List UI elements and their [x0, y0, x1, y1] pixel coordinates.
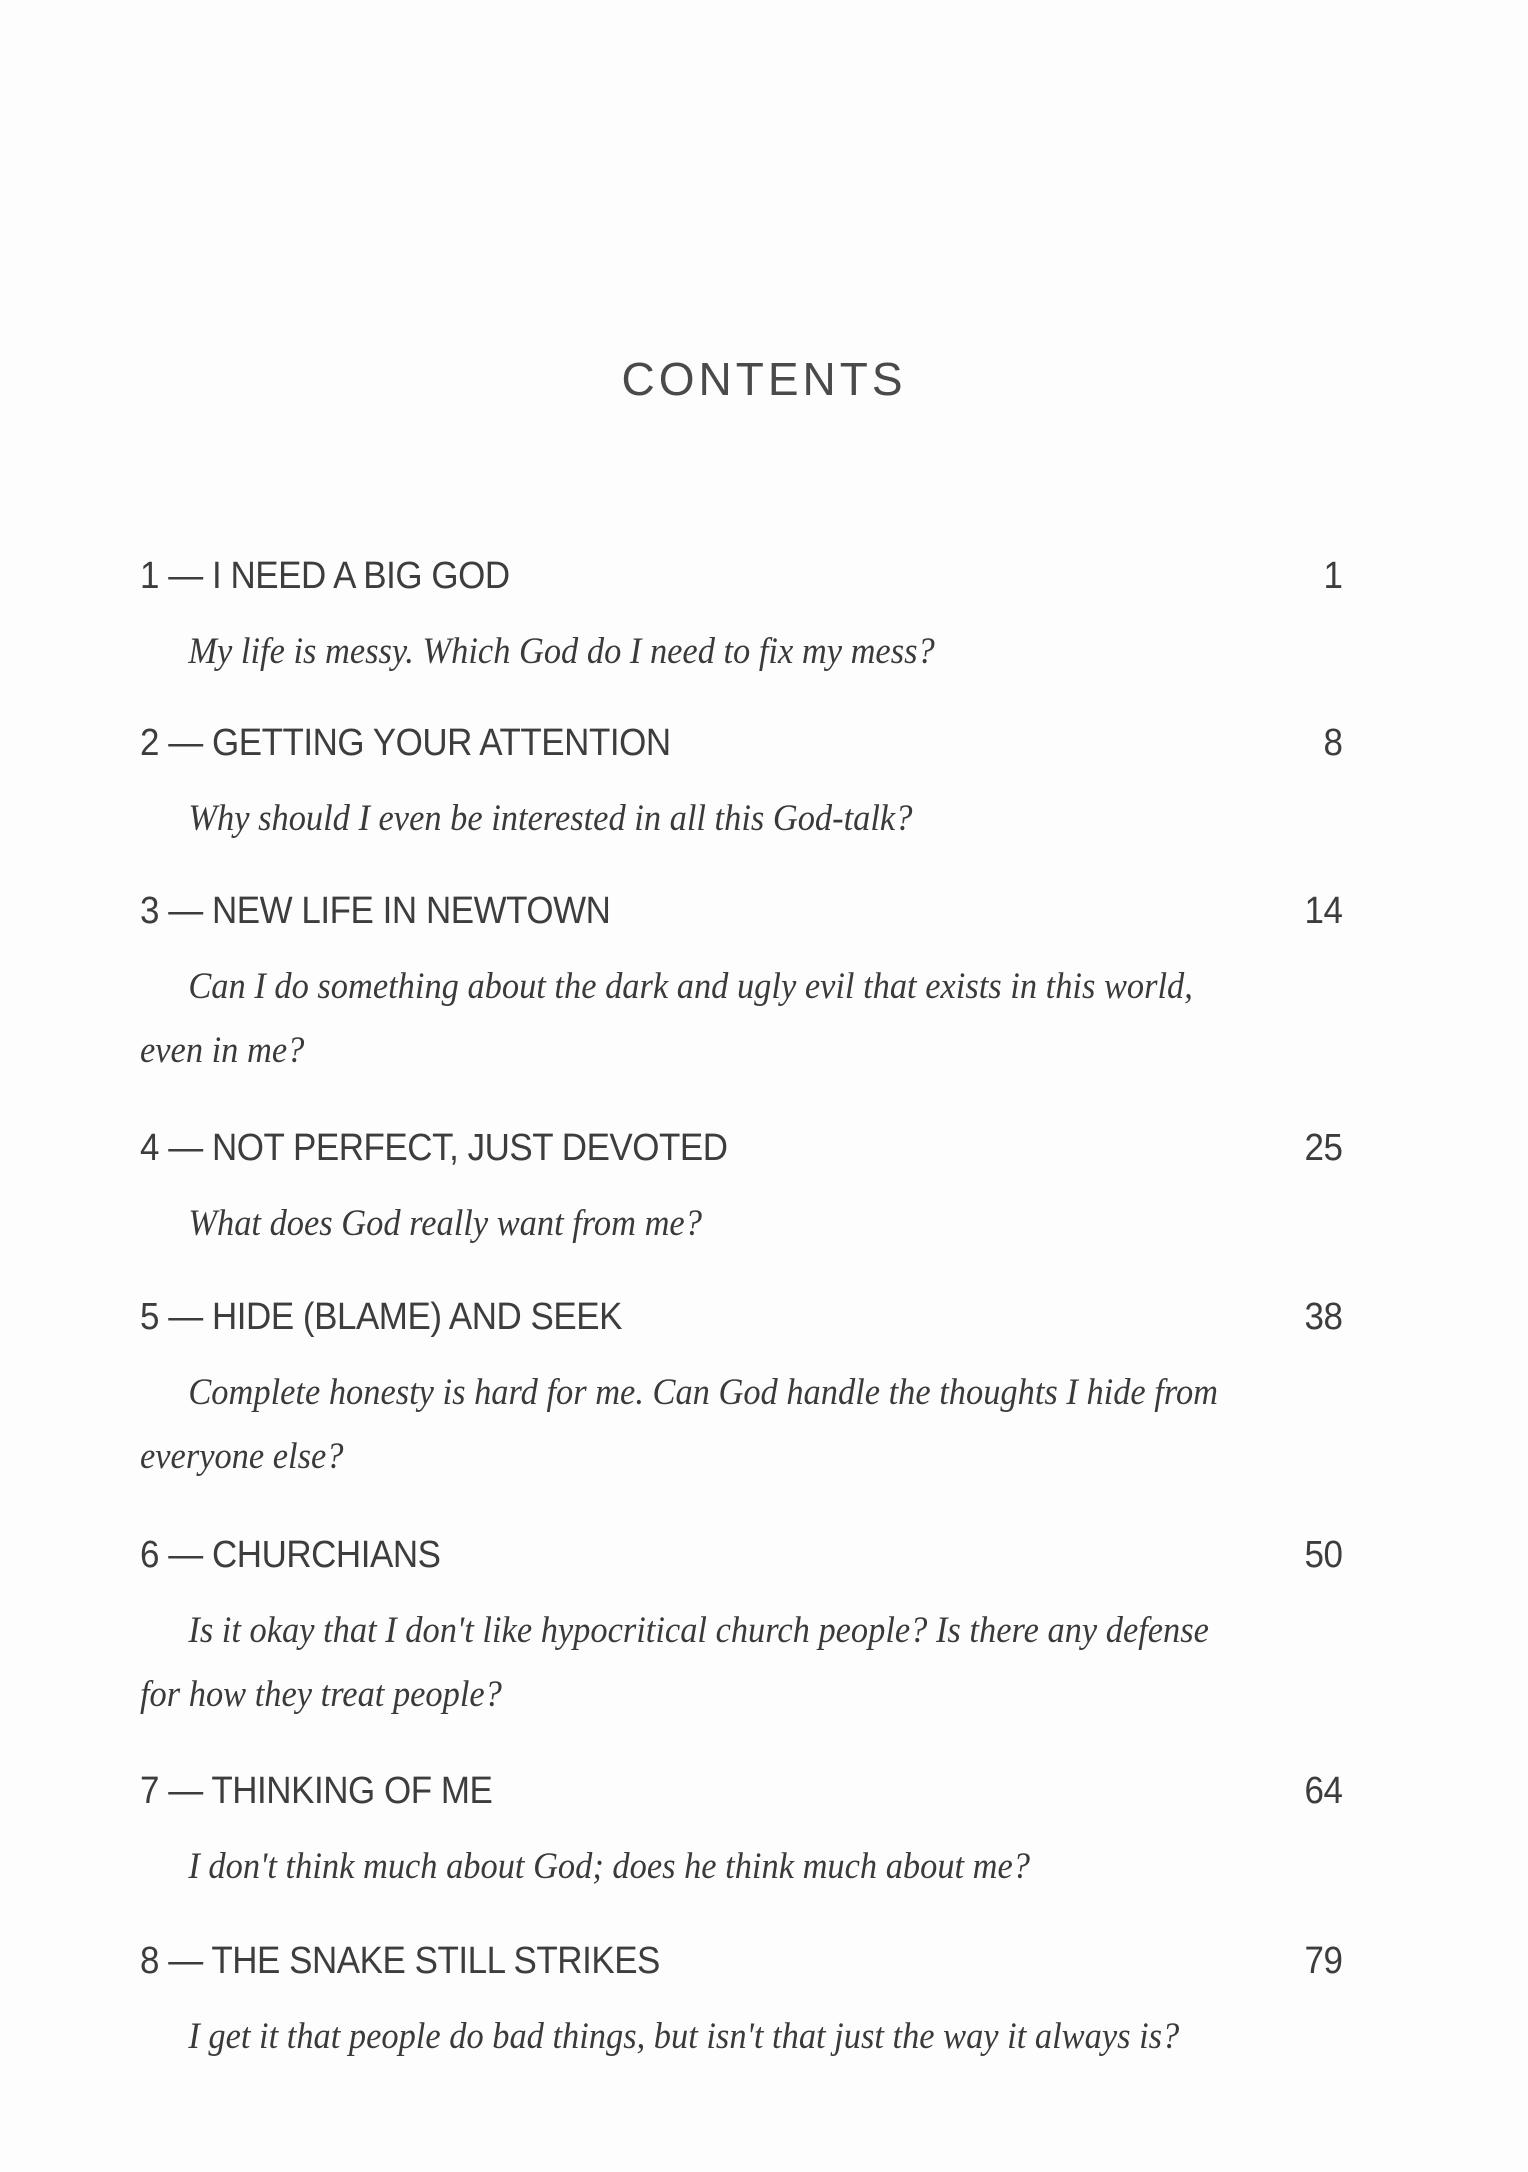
chapter-title[interactable]: 7 — THINKING OF ME — [140, 1770, 493, 1812]
toc-entry-7[interactable] — [140, 1770, 1350, 1899]
chapter-subtitle: Is it okay that I don't like hypocritical church people? Is there any defense for how they treat people? — [140, 1610, 1209, 1715]
entry-heading — [140, 555, 1350, 598]
chapter-subtitle: Can I do something about the dark and ugly evil that exists in this world, even in me? — [140, 966, 1193, 1071]
entry-heading — [140, 1940, 1350, 1983]
chapter-title[interactable]: 3 — NEW LIFE IN NEWTOWN — [140, 890, 611, 932]
page-number: 25 — [1304, 1127, 1343, 1169]
page-number: 14 — [1304, 890, 1343, 932]
chapter-subtitle: I don't think much about God; does he think much about me? — [188, 1846, 1031, 1887]
chapter-title[interactable]: 2 — GETTING YOUR ATTENTION — [140, 722, 671, 764]
chapter-subtitle: My life is messy. Which God do I need to fix my mess? — [188, 631, 935, 672]
chapter-title[interactable]: 8 — THE SNAKE STILL STRIKES — [140, 1940, 660, 1982]
page-number: 79 — [1304, 1940, 1343, 1982]
chapter-subtitle: What does God really want from me? — [188, 1203, 702, 1244]
chapter-title[interactable]: 6 — CHURCHIANS — [140, 1534, 441, 1576]
toc-entry-5[interactable] — [140, 1296, 1350, 1489]
entry-heading — [140, 1770, 1350, 1813]
page-number: 64 — [1304, 1770, 1343, 1812]
page-number: 50 — [1304, 1534, 1343, 1576]
entry-heading — [140, 890, 1350, 933]
chapter-subtitle: Why should I even be interested in all this God-talk? — [188, 798, 913, 839]
entry-heading — [140, 1534, 1350, 1577]
chapter-subtitle: Complete honesty is hard for me. Can God handle the thoughts I hide from everyone else? — [140, 1372, 1219, 1477]
page-title: CONTENTS — [621, 353, 907, 405]
toc-entry-2[interactable] — [140, 722, 1350, 851]
toc-entry-3[interactable] — [140, 890, 1350, 1083]
page-number: 1 — [1323, 555, 1343, 597]
page-number: 38 — [1304, 1296, 1343, 1338]
chapter-title[interactable]: 5 — HIDE (BLAME) AND SEEK — [140, 1296, 622, 1338]
chapter-subtitle: I get it that people do bad things, but isn't that just the way it always is? — [188, 2016, 1180, 2057]
entry-heading — [140, 1127, 1350, 1170]
toc-entry-4[interactable] — [140, 1127, 1350, 1256]
toc-entry-1[interactable] — [140, 555, 1350, 684]
toc-entry-6[interactable] — [140, 1534, 1350, 1727]
chapter-title[interactable]: 4 — NOT PERFECT, JUST DEVOTED — [140, 1127, 728, 1169]
toc-entry-8[interactable] — [140, 1940, 1350, 2069]
entry-heading — [140, 1296, 1350, 1339]
chapter-title[interactable]: 1 — I NEED A BIG GOD — [140, 555, 510, 597]
page-number: 8 — [1323, 722, 1343, 764]
entry-heading — [140, 722, 1350, 765]
